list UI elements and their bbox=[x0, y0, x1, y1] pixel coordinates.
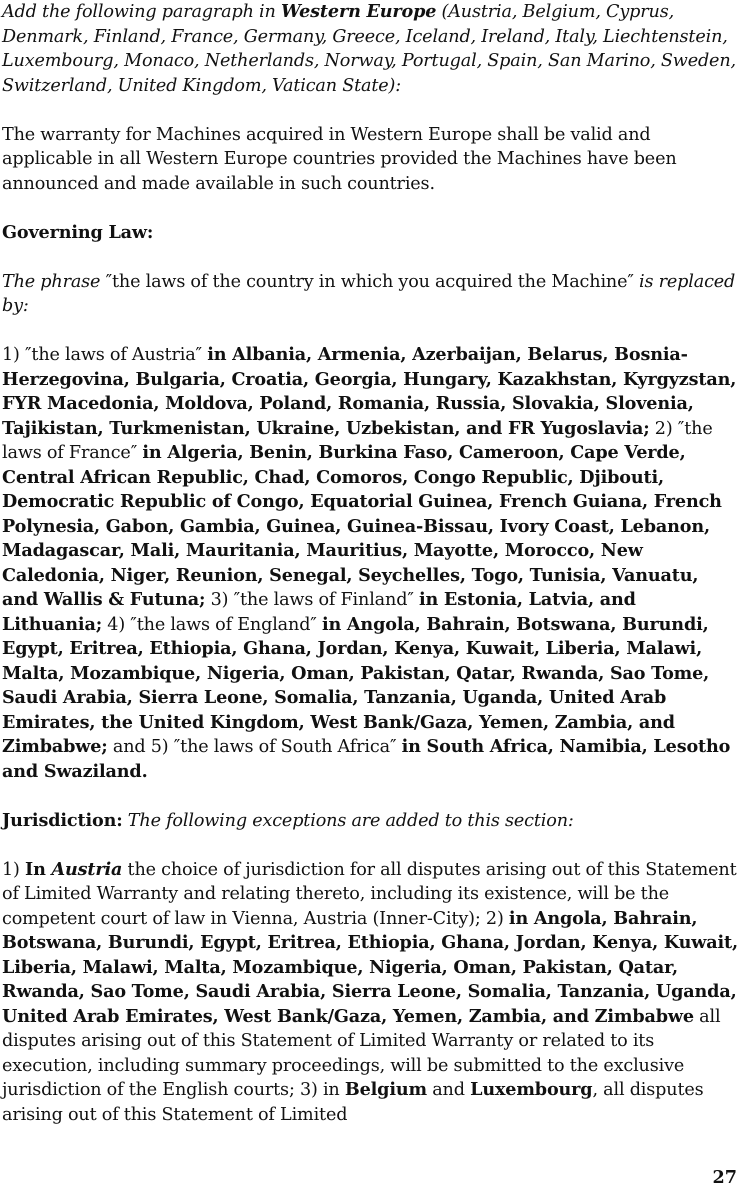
jurisdiction-label: Jurisdiction: bbox=[2, 809, 123, 831]
finland-law-countries: in Estonia, Latvia, and Lithuania; bbox=[2, 589, 636, 635]
and-text: and bbox=[426, 1080, 471, 1100]
english-courts-text: all disputes arising out of this Statement of Limited Warranty or related to its execution, including summary proceedings, will be submitted to the exclusive jurisdiction of the English courts; 3) in bbox=[2, 1006, 721, 1100]
warranty-validity-text: The warranty for Machines acquired in Western Europe shall be valid and applicable in all Western Europe countries provided the Machines have been announced and made available in such countries. bbox=[2, 124, 677, 194]
jurisdiction-intro: The following exceptions are added to this section: bbox=[122, 810, 574, 831]
austria-term: Austria bbox=[51, 858, 123, 880]
finland-law-clause: 3) ″the laws of Finland″ bbox=[205, 590, 419, 610]
warranty-validity-paragraph bbox=[2, 123, 738, 197]
south-africa-law-countries: in South Africa, Namibia, Lesotho and Swaziland. bbox=[2, 736, 731, 782]
austria-jurisdiction-text: the choice of jurisdiction for all disputes arising out of this Statement of Limited Warranty and relating thereto, including its existence, will be the competent court of law in Vienna, Austria (Inner-City); 2) bbox=[2, 859, 737, 929]
western-europe-term: Western Europe bbox=[280, 1, 437, 22]
western-europe-intro-paragraph bbox=[2, 0, 738, 98]
page-number: 27 bbox=[712, 1167, 737, 1188]
jurisdiction-heading-paragraph bbox=[2, 809, 738, 834]
england-law-clause: 4) ″the laws of England″ bbox=[102, 614, 322, 635]
english-courts-countries: in Angola, Bahrain, Botswana, Burundi, Egypt, Eritrea, Ethiopia, Ghana, Jordan, Kenya, Kuwait, Liberia, Malawi, Malta, Mozambique, Nigeria, Oman, Pakistan, Qatar, Rwanda, Sao Tome, Saudi Arabia, Sierra Leone, Somalia, Tanzania, Uganda, United Arab Emirates, West Bank/Gaza, Yemen, Zambia, and Zimbabwe bbox=[2, 907, 738, 1027]
intro-text: Add the following paragraph in bbox=[2, 2, 281, 22]
france-law-clause: 2) ″the laws of France″ bbox=[2, 418, 713, 463]
governing-law-heading bbox=[2, 221, 738, 246]
document-page bbox=[2, 0, 738, 1152]
belgium-term: Belgium bbox=[344, 1079, 427, 1100]
replaced-by-text: is replaced by: bbox=[2, 271, 736, 316]
governing-law-label: Governing Law: bbox=[2, 221, 154, 243]
phrase-intro: The phrase bbox=[2, 271, 106, 292]
england-law-countries: in Angola, Bahrain, Botswana, Burundi, Egypt, Eritrea, Ethiopia, Ghana, Jordan, Kenya, Kuwait, Liberia, Malawi, Malta, Mozambique, Nigeria, Oman, Pakistan, Qatar, Rwanda, Sao Tome, Saudi Arabia, Sierra Leone, Somalia, Tanzania, Uganda, United Arab Emirates, the United Kingdom, West Bank/Gaza, Yemen, Zambia, and Zimbabwe; bbox=[2, 613, 710, 757]
item-one-number: 1) bbox=[2, 859, 26, 880]
quoted-phrase: ″the laws of the country in which you acquired the Machine″ bbox=[105, 271, 634, 292]
austria-law-countries: in Albania, Armenia, Azerbaijan, Belarus, Bosnia-Herzegovina, Bulgaria, Croatia, Georgia, Hungary, Kazakhstan, Kyrgyzstan, FYR Macedonia, Moldova, Poland, Romania, Russia, Slovakia, Slovenia, Tajikistan, Turkmenistan, Ukraine, Uzbekistan, and FR Yugoslavia; bbox=[2, 344, 737, 439]
austria-law-clause: 1) ″the laws of Austria″ bbox=[2, 345, 208, 365]
jurisdiction-exceptions-paragraph bbox=[2, 858, 738, 1128]
phrase-replacement-paragraph bbox=[2, 270, 738, 319]
country-list: (Austria, Belgium, Cyprus, Denmark, Finland, France, Germany, Greece, Iceland, Ireland, Italy, Liechtenstein, Luxembourg, Monaco, Netherlands, Norway, Portugal, Spain, San Marino, Sweden, Switzerland, United Kingdom, Vatican State): bbox=[2, 2, 736, 96]
france-law-countries: in Algeria, Benin, Burkina Faso, Cameroon, Cape Verde, Central African Republic, Chad, Comoros, Congo Republic, Djibouti, Democratic Republic of Congo, Equatorial Guinea, French Guiana, French Polynesia, Gabon, Gambia, Guinea, Guinea-Bissau, Ivory Coast, Lebanon, Madagascar, Mali, Mauritania, Mauritius, Mayotte, Morocco, New Caledonia, Niger, Reunion, Senegal, Seychelles, Togo, Tunisia, Vanuatu, and Wallis & Futuna; bbox=[2, 442, 722, 610]
in-label: In bbox=[25, 858, 52, 880]
governing-law-list-paragraph bbox=[2, 343, 738, 784]
luxembourg-term: Luxembourg bbox=[470, 1079, 593, 1100]
south-africa-law-clause: and 5) ″the laws of South Africa″ bbox=[107, 737, 402, 757]
belgium-luxembourg-text: , all disputes arising out of this Statement of Limited bbox=[2, 1080, 704, 1125]
